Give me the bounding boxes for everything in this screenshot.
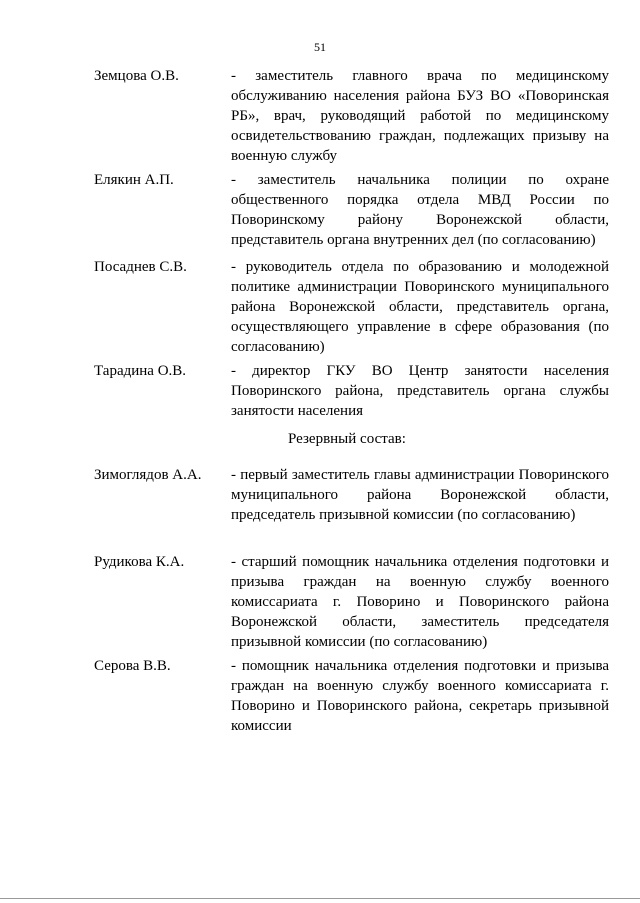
page-bottom-edge [0,898,640,899]
member-description: - первый заместитель главы администрации Поворинского муниципального района Воронежской области, председатель призывной комиссии (по согласованию) [231,467,609,523]
member-name: Рудикова К.А. [94,554,185,570]
member-name: Зимоглядов А.А. [94,467,202,483]
member-description: - старший помощник начальника отделения подготовки и призыва граждан на военную службу военного комиссариата г. Поворино и Поворинского района Воронежской области, заместитель председателя призывной комиссии (по согласованию) [231,554,609,650]
page-number: 51 [314,40,326,54]
member-description: - директор ГКУ ВО Центр занятости населения Поворинского района, представитель органа службы занятости населения [231,363,609,419]
member-description: - заместитель начальника полиции по охране общественного порядка отдела МВД России по Поворинскому району Воронежской области, представитель органа внутренних дел (по согласованию) [231,172,609,248]
member-name: Елякин А.П. [94,172,174,188]
member-description: - помощник начальника отделения подготовки и призыва граждан на военную службу военного комиссариата г. Поворино и Поворинского района, секретарь призывной комиссии [231,658,609,734]
member-description: - руководитель отдела по образованию и молодежной политике администрации Поворинского муниципального района Воронежской области, представитель органа, осуществляющего управление в сфере образования (по согласованию) [231,259,609,355]
member-name: Посаднев С.В. [94,259,187,275]
member-name: Серова В.В. [94,658,171,674]
member-name: Земцова О.В. [94,68,179,84]
member-name: Тарадина О.В. [94,363,187,379]
reserve-heading: Резервный состав: [288,431,406,447]
member-description: - заместитель главного врача по медицинскому обслуживанию населения района БУЗ ВО «Поворинская РБ», врач, руководящий работой по медицинскому освидетельствованию граждан, подлежащих призыву на военную службу [231,68,609,164]
